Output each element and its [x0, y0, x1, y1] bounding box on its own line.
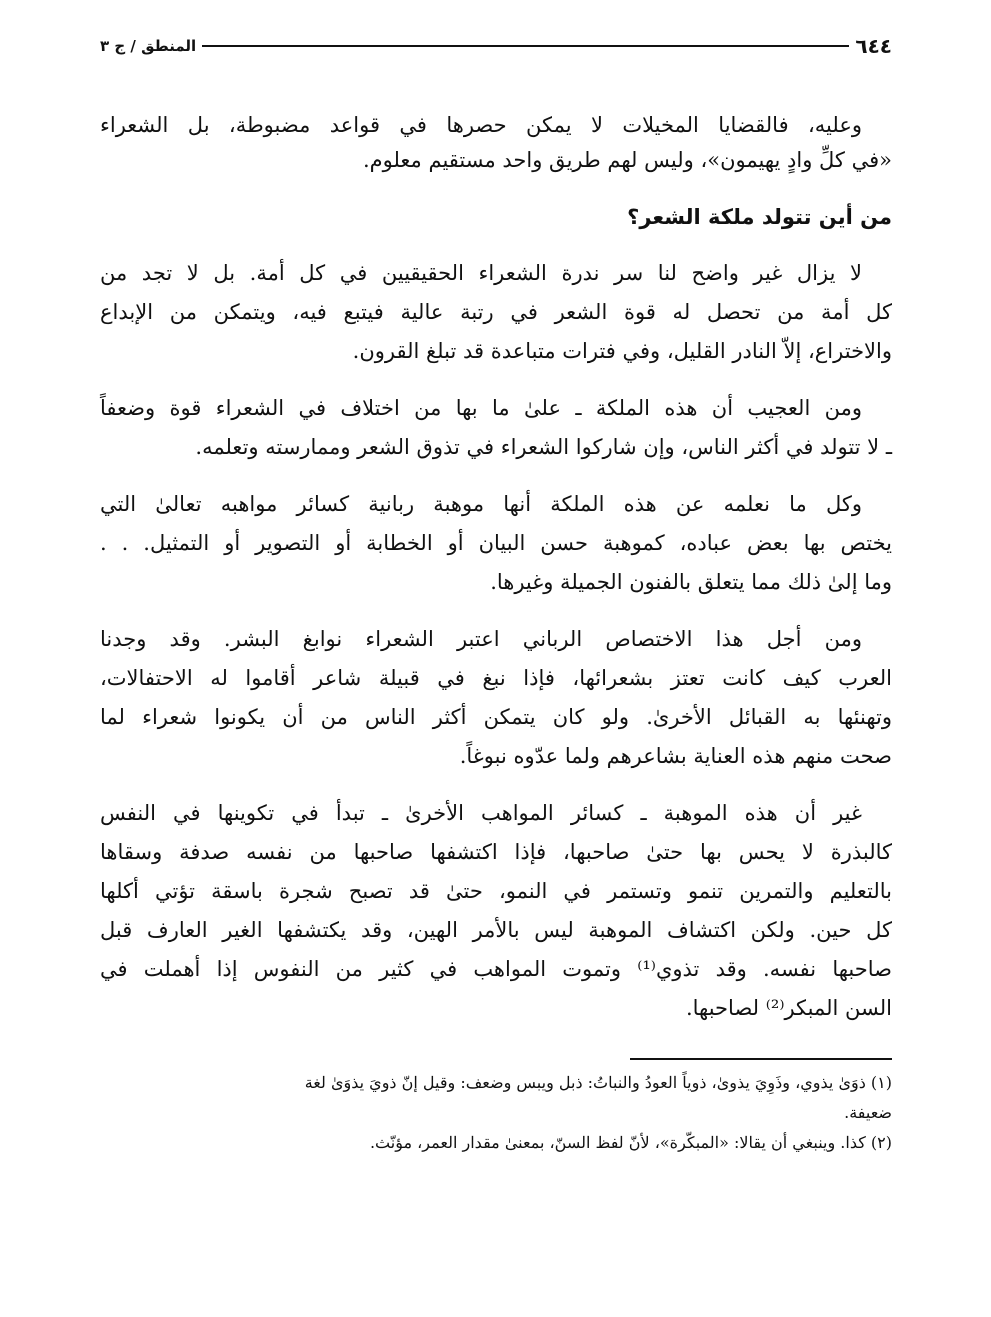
book-page [100, 28, 892, 1158]
text-line: ومن العجيب أن هذه الملكة ـ علىٰ ما بها من اختلاف في الشعراء قوة وضعفاً [100, 396, 862, 420]
footnote-separator [630, 1058, 892, 1060]
paragraph [100, 108, 892, 178]
text-line: لا يزال غير واضح لنا سر ندرة الشعراء الحقيقيين في كل أمة. بل لا تجد من [100, 261, 862, 285]
text-line: ـ لا تتولد في أكثر الناس، وإن شاركوا الشعراء في تذوق الشعر وممارسته وتعلمه. [195, 435, 892, 459]
text-line: بالتعليم والتمرين تنمو وتستمر في النمو، حتىٰ قد تصبح شجرة باسقة تؤتي أكلها [100, 879, 892, 903]
section-heading: من أين تتولد ملكة الشعر؟ [627, 205, 892, 229]
text-line: كالبذرة لا يحس بها حتىٰ صاحبها، فإذا اكتشفها صاحبها من نفسه صدفة وسقاها [100, 840, 892, 864]
footnote-line: (٢) كذا. وينبغي أن يقالا: «المبكّرة»، لأنّ لفظ السنّ، بمعنىٰ مقدار العمر، مؤنّث. [369, 1133, 892, 1152]
footnote-1 [100, 1068, 892, 1128]
text-line: السن المبكر⁽²⁾ لصاحبها. [685, 996, 892, 1020]
text-line: «في كلِّ وادٍ يهيمون»، وليس لهم طريق واحد مستقيم معلوم. [362, 148, 892, 172]
page-header [100, 28, 892, 64]
text-line: والاختراع، إلاّ النادر القليل، وفي فترات متباعدة قد تبلغ القرون. [352, 339, 892, 363]
paragraph [100, 794, 892, 1028]
text-line: وعليه، فالقضايا المخيلات لا يمكن حصرها في قواعد مضبوطة، بل الشعراء [100, 113, 862, 137]
footnote-line: (١) ذوَىٰ يذوي، وذَوِيَ يذوىٰ، ذوياً العودُ والنباتُ: ذبل ويبس وضعف: وقيل إنّ ذويَ يذوَىٰ لغة [304, 1073, 892, 1092]
text-line: وتهنئها به القبائل الأخرىٰ. ولو كان يتمكن أكثر الناس من أن يكونوا شعراء لما [100, 705, 892, 729]
text-line: غير أن هذه الموهبة ـ كسائر المواهب الأخرىٰ ـ تبدأ في تكوينها في النفس [100, 801, 862, 825]
footnote-2 [100, 1128, 892, 1158]
running-title: المنطق / ج ٣ [100, 37, 197, 55]
paragraph [100, 254, 892, 371]
text-line: ومن أجل هذا الاختصاص الرباني اعتبر الشعراء نوابغ البشر. وقد وجدنا [100, 627, 862, 651]
page-number: ٦٤٤ [855, 34, 892, 58]
footnote-line: ضعيفة. [844, 1103, 892, 1122]
text-line: العرب كيف كانت تعتز بشعرائها، فإذا نبغ في قبيلة شاعر أقاموا له الاحتفالات، [100, 666, 892, 690]
text-line: كل أمة من تحصل له قوة الشعر في رتبة عالية فيتبع فيه، ويتمكن من الإبداع [100, 300, 892, 324]
text-line: وكل ما نعلمه عن هذه الملكة أنها موهبة ربانية كسائر مواهبه تعالىٰ التي [100, 492, 862, 516]
text-line: صاحبها نفسه. وقد تذوي⁽¹⁾ وتموت المواهب في كثير من النفوس إذا أهملت في [100, 957, 892, 981]
text-line: كل حين. ولكن اكتشاف الموهبة ليس بالأمر الهين، وقد يكتشفها الغير العارف قبل [100, 918, 892, 942]
paragraph [100, 620, 892, 776]
text-line: وما إلىٰ ذلك مما يتعلق بالفنون الجميلة وغيرها. [490, 570, 892, 594]
paragraph [100, 389, 892, 467]
header-rule [202, 45, 849, 47]
text-line: صحت منهم هذه العناية بشاعرهم ولما عدّوه نبوغاً. [459, 744, 892, 768]
text-line: يختص بها بعض عباده، كموهبة حسن البيان أو الخطابة أو التصوير أو التمثيل. . . [100, 531, 892, 555]
paragraph [100, 485, 892, 602]
